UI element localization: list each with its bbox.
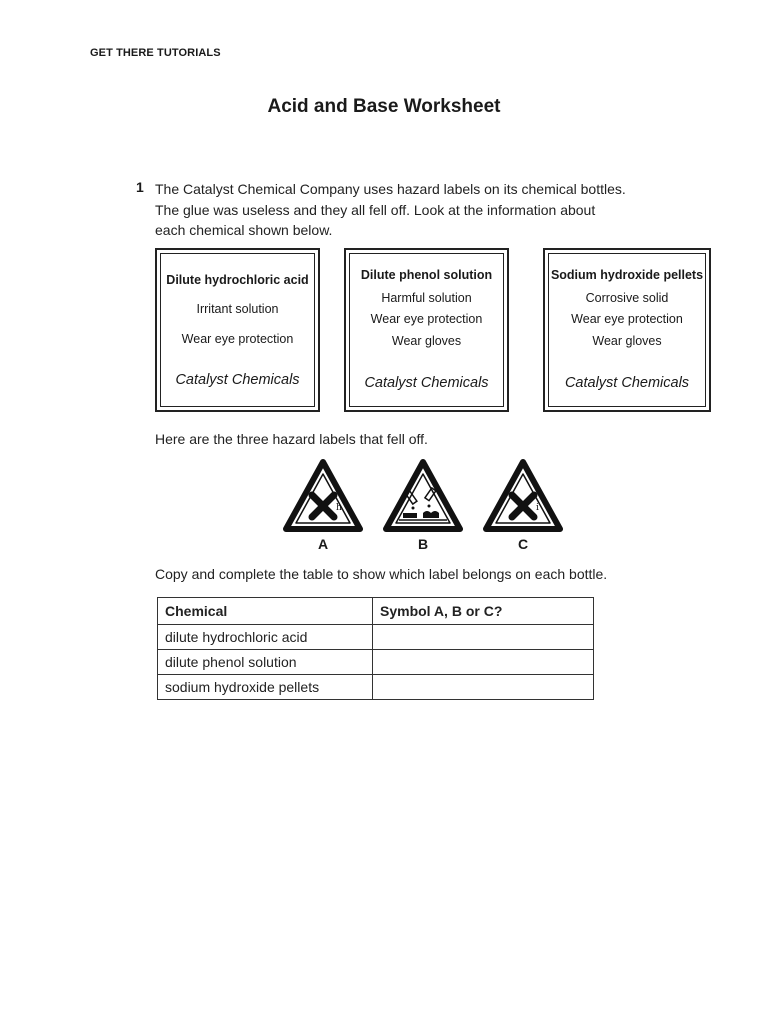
label-brand: Catalyst Chemicals xyxy=(364,375,489,391)
table-cell-answer[interactable] xyxy=(373,625,594,650)
label-hazard-line: Wear gloves xyxy=(592,334,662,348)
harmful-cross-icon xyxy=(283,458,363,534)
hazard-symbol-a xyxy=(283,458,363,554)
label-chemical-name: Dilute phenol solution xyxy=(360,268,493,282)
instruction-text: Copy and complete the table to show which label belongs on each bottle. xyxy=(155,566,608,582)
table-header-row xyxy=(158,598,594,625)
label-hazard-line: Wear eye protection xyxy=(181,332,294,346)
corrosive-icon xyxy=(383,458,463,534)
page-title: Acid and Base Worksheet xyxy=(267,96,501,117)
label-brand: Catalyst Chemicals xyxy=(175,372,300,388)
answer-table xyxy=(157,597,594,700)
table-row xyxy=(158,625,594,650)
question-line: The glue was useless and they all fell off. Look at the information about xyxy=(155,201,596,218)
table-cell-chemical: dilute hydrochloric acid xyxy=(158,625,373,650)
symbol-letter: A xyxy=(317,536,329,552)
label-hazard-line: Irritant solution xyxy=(196,302,279,316)
table-row xyxy=(158,650,594,675)
question-text xyxy=(155,179,675,241)
symbol-letter: B xyxy=(417,536,429,552)
table-header-cell: Symbol A, B or C? xyxy=(373,598,594,625)
symbol-mark: i xyxy=(536,503,539,513)
header-text: GET THERE TUTORIALS xyxy=(90,47,221,59)
label-chemical-name: Dilute hydrochloric acid xyxy=(166,273,309,287)
table-cell-chemical: sodium hydroxide pellets xyxy=(158,675,373,700)
label-chemical-name: Sodium hydroxide pellets xyxy=(550,268,704,282)
label-hazard-line: Corrosive solid xyxy=(585,291,669,305)
symbol-mark: h xyxy=(336,503,342,513)
chemical-label-sodium-hydroxide xyxy=(543,248,711,412)
table-row xyxy=(158,675,594,700)
label-hazard-line: Wear gloves xyxy=(391,334,462,348)
label-hazard-line: Wear eye protection xyxy=(571,312,683,326)
table-cell-chemical: dilute phenol solution xyxy=(158,650,373,675)
table-header-cell: Chemical xyxy=(158,598,373,625)
question-line: each chemical shown below. xyxy=(155,222,333,238)
hazard-intro-text: Here are the three hazard labels that fell off. xyxy=(155,431,428,447)
label-hazard-line: Harmful solution xyxy=(381,291,472,305)
symbol-letter: C xyxy=(517,536,529,552)
hazard-symbol-b xyxy=(383,458,463,554)
irritant-cross-icon xyxy=(483,458,563,534)
label-brand: Catalyst Chemicals xyxy=(564,375,690,391)
question-line: The Catalyst Chemical Company uses hazard labels on its chemical bottles. xyxy=(155,181,626,197)
label-hazard-line: Wear eye protection xyxy=(370,312,483,326)
question-number: 1 xyxy=(136,179,144,195)
chemical-label-hydrochloric xyxy=(155,248,320,412)
chemical-label-phenol xyxy=(344,248,509,412)
table-cell-answer[interactable] xyxy=(373,650,594,675)
table-cell-answer[interactable] xyxy=(373,675,594,700)
hazard-symbol-c xyxy=(483,458,563,554)
